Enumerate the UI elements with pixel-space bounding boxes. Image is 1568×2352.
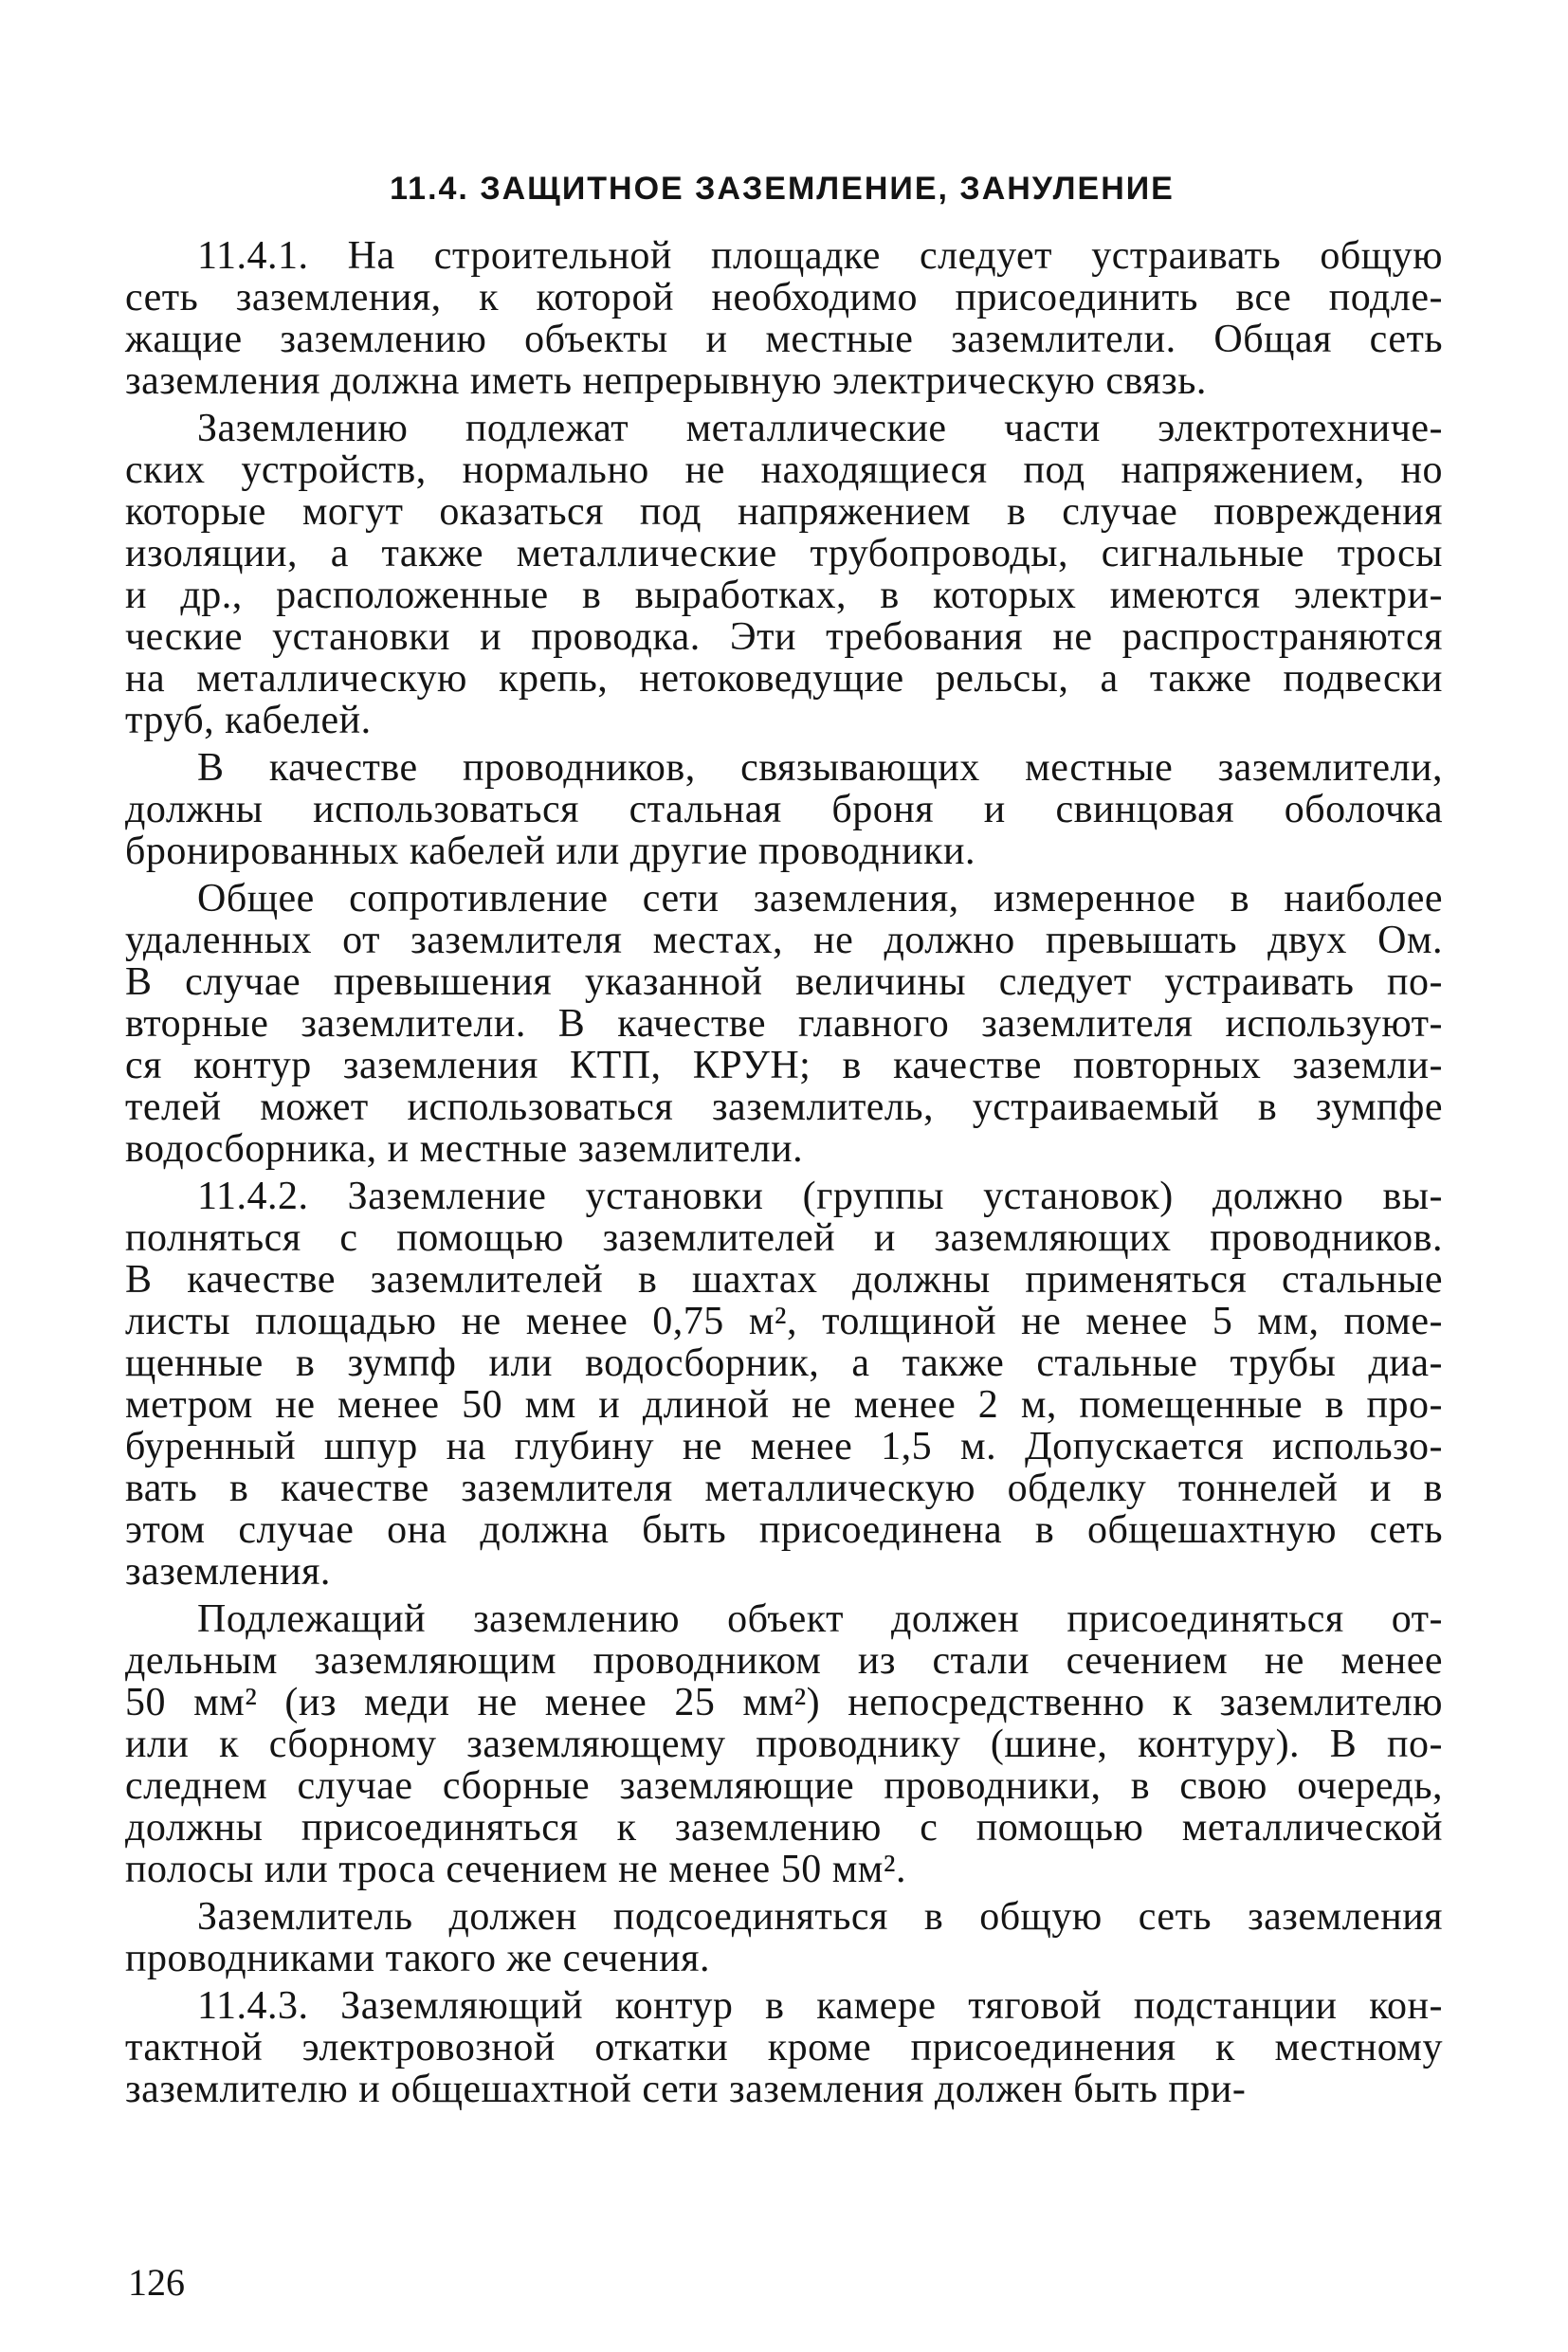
text-line: которые могут оказаться под напряжением в случае повреждения <box>125 490 1443 534</box>
paragraph <box>125 1896 1443 1979</box>
text-line: на металлическую крепь, нетоковедущие рельсы, а также подвески <box>125 657 1443 701</box>
text-line: ся контур заземления КТП, КРУН; в качестве повторных заземли- <box>125 1044 1443 1087</box>
text-line: ских устройств, нормально не находящиеся под напряжением, но <box>125 448 1443 492</box>
text-line: жащие заземлению объекты и местные заземлители. Общая сеть <box>125 318 1443 361</box>
text-line: должны использоваться стальная броня и свинцовая оболочка <box>125 788 1443 831</box>
text-line: 50 мм² (из меди не менее 25 мм²) непосредственно к заземлителю <box>125 1681 1443 1724</box>
text-line: заземления. <box>125 1550 331 1594</box>
text-line: удаленных от заземлителя местах, не должно превышать двух Ом. <box>125 919 1443 962</box>
paragraph <box>125 1985 1443 2110</box>
text-line: Заземлитель должен подсоединяться в общую сеть заземления <box>197 1895 1443 1939</box>
text-line: должны присоединяться к заземлению с помощью металлической <box>125 1806 1443 1850</box>
paragraph <box>125 878 1443 1170</box>
text-line: следнем случае сборные заземляющие проводники, в свою очередь, <box>125 1764 1443 1808</box>
text-line: листы площадью не менее 0,75 м², толщиной не менее 5 мм, поме- <box>125 1300 1443 1343</box>
text-line: заземлителю и общешахтной сети заземления должен быть при- <box>125 2068 1247 2111</box>
text-line: проводниками такого же сечения. <box>125 1937 710 1980</box>
text-line: дельным заземляющим проводником из стали сечением не менее <box>125 1639 1443 1683</box>
text-line: буренный шпур на глубину не менее 1,5 м. Допускается использо- <box>125 1425 1443 1468</box>
text-line: телей может использоваться заземлитель, устраиваемый в зумпфе <box>125 1085 1443 1129</box>
text-line: полняться с помощью заземлителей и заземляющих проводников. <box>125 1216 1443 1260</box>
text-line: вать в качестве заземлителя металлическую обделку тоннелей и в <box>125 1467 1443 1510</box>
text-line: или к сборному заземляющему проводнику (шине, контуру). В по- <box>125 1723 1443 1766</box>
text-line: щенные в зумпф или водосборник, а также стальные трубы диа- <box>125 1341 1443 1385</box>
text-line: 11.4.3. Заземляющий контур в камере тяговой подстанции кон- <box>197 1984 1443 2028</box>
body-text <box>125 235 1443 2116</box>
text-line: В качестве проводников, связывающих местные заземлители, <box>197 746 1443 790</box>
text-line: и др., расположенные в выработках, в которых имеются электри- <box>125 574 1443 617</box>
paragraph <box>125 408 1443 741</box>
text-line: В случае превышения указанной величины следует устраивать по- <box>125 960 1443 1004</box>
paragraph <box>125 747 1443 872</box>
text-line: вторные заземлители. В качестве главного заземлителя используют- <box>125 1002 1443 1046</box>
text-line: тактной электровозной откатки кроме присоединения к местному <box>125 2026 1443 2069</box>
text-line: метром не менее 50 мм и длиной не менее 2 м, помещенные в про- <box>125 1383 1443 1427</box>
text-line: 11.4.1. На строительной площадке следует устраивать общую <box>197 234 1443 278</box>
paragraph <box>125 235 1443 402</box>
text-line: ческие установки и проводка. Эти требования не распространяются <box>125 615 1443 659</box>
text-line: В качестве заземлителей в шахтах должны применяться стальные <box>125 1258 1443 1302</box>
text-line: 11.4.2. Заземление установки (группы установок) должно вы- <box>197 1175 1443 1218</box>
page-number: 126 <box>128 2261 185 2304</box>
text-line: труб, кабелей. <box>125 699 372 742</box>
text-line: Подлежащий заземлению объект должен присоединяться от- <box>197 1597 1443 1641</box>
text-line: изоляции, а также металлические трубопроводы, сигнальные тросы <box>125 532 1443 575</box>
paragraph <box>125 1598 1443 1890</box>
text-line: сеть заземления, к которой необходимо присоединить все подле- <box>125 276 1443 319</box>
text-line: Заземлению подлежат металлические части электротехниче- <box>197 407 1443 450</box>
text-line: Общее сопротивление сети заземления, измеренное в наиболее <box>197 877 1443 921</box>
paragraph <box>125 1176 1443 1593</box>
text-line: этом случае она должна быть присоединена в общешахтную сеть <box>125 1508 1443 1552</box>
text-line: водосборника, и местные заземлители. <box>125 1127 804 1171</box>
text-line: заземления должна иметь непрерывную электрическую связь. <box>125 359 1207 403</box>
text-line: бронированных кабелей или другие проводники. <box>125 830 975 873</box>
text-line: полосы или троса сечением не менее 50 мм². <box>125 1848 906 1891</box>
section-heading: 11.4. ЗАЩИТНОЕ ЗАЗЕМЛЕНИЕ, ЗАНУЛЕНИЕ <box>390 171 1175 207</box>
